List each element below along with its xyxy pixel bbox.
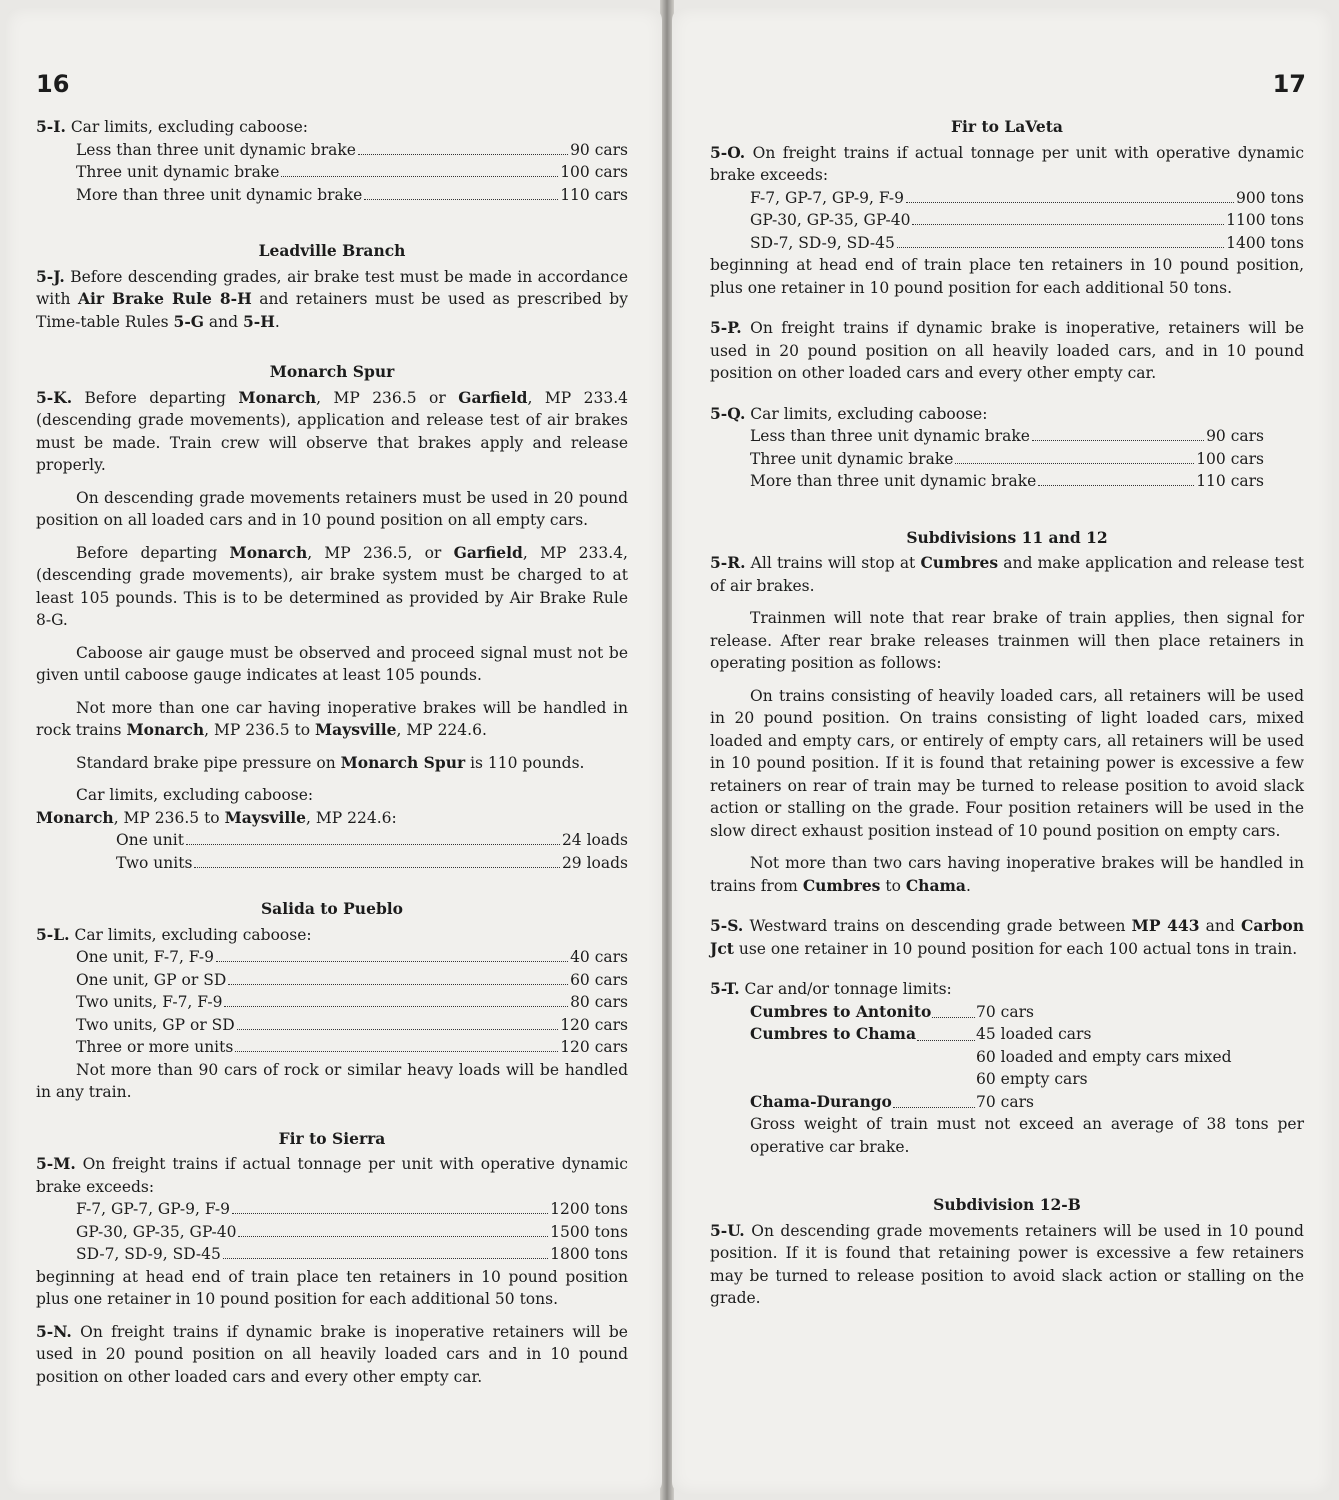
rule-text: Before descending grades, air brake test must be made in accordance with <box>36 267 628 308</box>
place-name: Monarch <box>36 807 114 827</box>
leader-dots <box>917 1023 975 1041</box>
rule-5u <box>710 1220 1304 1310</box>
rule-text: and <box>204 312 243 331</box>
limit-row <box>710 425 1304 448</box>
rule-text: and retainers must be used as prescribed by Time-table Rules <box>36 290 628 331</box>
rule-id: 5-O. <box>710 142 746 162</box>
rule-text: Before departing <box>76 543 230 562</box>
rule-id: 5-J. <box>36 266 65 286</box>
limit-value: 70 cars <box>976 1002 1034 1021</box>
place-name: Monarch <box>238 387 317 407</box>
left-column <box>36 116 628 1398</box>
limit-value: 120 cars <box>560 1038 628 1056</box>
rule-text: Before departing <box>84 388 239 407</box>
limit-label: Less than three unit dynamic brake <box>76 140 356 159</box>
limit-value: 80 cars <box>570 993 628 1011</box>
limit-label: Three unit dynamic brake <box>750 449 954 468</box>
section-heading: Leadville Branch <box>258 241 406 260</box>
limit-row <box>36 184 628 207</box>
limit-label: Two units, F-7, F-9 <box>76 993 223 1011</box>
limit-row <box>710 448 1304 471</box>
rule-text: On freight trains if actual tonnage per unit with operative dynamic brake exceeds: <box>36 1155 628 1196</box>
limit-row <box>750 1001 1304 1024</box>
limit-value: 1400 tons <box>1226 233 1304 252</box>
limit-value: 100 cars <box>1196 449 1264 468</box>
limit-row <box>36 139 628 162</box>
paragraph: beginning at head end of train place ten retainers in 10 pound position, plus one retainer in 10 pound position for each additional 50 tons. <box>710 256 1304 297</box>
rule-text: , MP 236.5 to <box>113 808 225 827</box>
leader-dots <box>893 1091 975 1109</box>
rule-text: and <box>1199 917 1241 935</box>
place-name: Garfield <box>458 387 528 407</box>
rule-5o <box>710 142 1304 187</box>
rule-text: On freight trains if dynamic brake is inoperative, retainers will be used in 20 pound position on all heavily loaded cars, and in 10 pound position on other loaded cars and every other empty car. <box>710 319 1304 382</box>
place-name: Maysville <box>315 720 397 739</box>
rule-id: 5-I. <box>36 117 66 136</box>
place-name: Cumbres <box>802 875 881 895</box>
paragraph <box>36 752 628 775</box>
paragraph: On trains consisting of heavily loaded cars, all retainers will be used in 20 pound position. On trains consisting of light loaded cars, mixed loaded and empty cars, or entirely of empty cars, all retainers will be used in 10 pound position. If it is found that retaining power is excessive a few retainers on rear of train may be turned to release position to avoid slack action or stalling on the grade. Four position retainers will be used in the slow direct exhaust position instead of 10 pound position on empty cars. <box>710 686 1304 840</box>
rule-5i <box>36 116 628 139</box>
place-name: Chama <box>905 875 966 895</box>
limit-row <box>36 1243 628 1266</box>
rule-text: , MP 233.4 (descending grade movements), application and release test of air brakes must be made. Train crew will observe that brakes apply and release properly. <box>36 388 628 474</box>
leader-dots <box>1038 485 1194 486</box>
rule-5t <box>710 978 1304 1001</box>
paragraph: Not more than 90 cars of rock or similar heavy loads will be handled in any train. <box>36 1060 628 1101</box>
rule-text: Not more than one car having inoperative brakes will be handled in rock trains <box>36 698 628 739</box>
limit-label: SD-7, SD-9, SD-45 <box>750 233 895 252</box>
limit-row <box>36 852 628 875</box>
leader-dots <box>906 202 1234 203</box>
limit-label: More than three unit dynamic brake <box>750 472 1037 490</box>
paragraph: Trainmen will note that rear brake of train applies, then signal for release. After rear brake releases trainmen will then place retainers in operating position as follows: <box>710 609 1304 672</box>
limit-row <box>710 232 1304 255</box>
limit-value: 1500 tons <box>550 1222 628 1241</box>
place-name: Monarch <box>229 542 308 562</box>
leader-dots <box>223 1258 548 1259</box>
limit-label: GP-30, GP-35, GP-40 <box>76 1222 237 1241</box>
limit-value: 90 cars <box>570 140 628 159</box>
leader-dots <box>232 1213 548 1214</box>
rule-text: is 110 pounds. <box>465 753 585 772</box>
limit-row <box>750 1023 1304 1046</box>
limit-label: Two units, GP or SD <box>76 1015 235 1034</box>
place-name: Garfield <box>453 542 523 562</box>
section-heading: Subdivisions 11 and 12 <box>906 527 1108 547</box>
rule-ref: 5-H <box>243 311 275 331</box>
limit-value: 900 tons <box>1235 188 1304 207</box>
limit-value: 100 cars <box>560 163 628 181</box>
place-name: Monarch Spur <box>340 752 466 772</box>
rule-id: 5-U. <box>710 1220 745 1240</box>
limit-value: 60 loaded and empty cars mixed <box>976 1047 1232 1066</box>
limit-label: Cumbres to Chama <box>750 1024 916 1043</box>
limit-label: SD-7, SD-9, SD-45 <box>76 1245 221 1263</box>
right-column <box>710 116 1304 1320</box>
rule-id: 5-P. <box>710 318 742 337</box>
limit-label: One unit, GP or SD <box>76 970 227 989</box>
section-heading: Monarch Spur <box>269 362 395 381</box>
leader-dots <box>897 247 1224 248</box>
left-page <box>6 8 662 1494</box>
rule-text: , MP 236.5 or <box>316 388 459 407</box>
rule-5j <box>36 266 628 334</box>
section-heading: Fir to Sierra <box>278 1128 386 1148</box>
limit-row <box>710 209 1304 232</box>
section-heading: Salida to Pueblo <box>260 899 404 918</box>
rule-text: On freight trains if actual tonnage per unit with operative dynamic brake exceeds: <box>710 143 1304 184</box>
paragraph <box>36 542 628 632</box>
limit-label: Chama-Durango <box>750 1091 892 1111</box>
limit-value: 1800 tons <box>550 1245 628 1263</box>
leader-dots <box>912 224 1224 225</box>
rule-text: use one retainer in 10 pound position for each 100 actual tons in train. <box>733 939 1298 958</box>
limit-value: 1200 tons <box>550 1200 628 1218</box>
leader-dots <box>238 1236 548 1237</box>
limit-value: 70 cars <box>976 1092 1034 1111</box>
rule-text: . <box>274 312 280 331</box>
place-name: MP 443 <box>1131 916 1200 935</box>
section-heading: Fir to LaVeta <box>951 117 1063 136</box>
limit-value: 1100 tons <box>1226 211 1304 229</box>
rule-5r <box>710 552 1304 597</box>
rule-id: 5-L. <box>36 924 70 944</box>
limit-value: 45 loaded cars <box>976 1025 1092 1043</box>
limit-label: Cumbres to Antonito <box>750 1001 932 1021</box>
limit-value: 60 cars <box>570 970 628 989</box>
rule-id: 5-R. <box>710 553 746 572</box>
limit-value: 110 cars <box>1196 472 1264 490</box>
rule-5n <box>36 1321 628 1389</box>
paragraph <box>710 852 1304 897</box>
limit-value: 24 loads <box>561 831 628 849</box>
rule-text: All trains will stop at <box>750 554 921 572</box>
rule-ref: 5-G <box>173 311 204 331</box>
paragraph: beginning at head end of train place ten retainers in 10 pound position plus one retainer in 10 pound position for each additional 50 tons. <box>36 1267 628 1308</box>
rule-ref: Air Brake Rule 8-H <box>77 289 252 308</box>
limit-row <box>36 1221 628 1244</box>
paragraph: On descending grade movements retainers must be used in 20 pound position on all loaded cars and in 10 pound position on all empty cars. <box>36 488 628 529</box>
leader-dots <box>194 867 560 868</box>
limit-label: Three unit dynamic brake <box>76 163 280 181</box>
leader-dots <box>932 1001 975 1019</box>
rule-text: to <box>880 876 906 895</box>
rule-text: On freight trains if dynamic brake is inoperative retainers will be used in 20 pound position on all heavily loaded cars and in 10 pound position on other loaded cars and every other empty car. <box>36 1322 628 1386</box>
leader-dots <box>237 1029 558 1030</box>
limit-row <box>36 1014 628 1037</box>
rule-text: , MP 224.6. <box>396 721 487 739</box>
place-name: Carbon Jct <box>710 916 1304 958</box>
limit-row <box>36 829 628 852</box>
leader-dots <box>216 961 568 962</box>
limit-label: Two units <box>116 853 193 872</box>
rule-text: On descending grade movements retainers will be used in 10 pound position. If it is found that retaining power is excessive a few retainers may be turned to release position to avoid slack action or stalling on the grade. <box>710 1221 1304 1307</box>
tonnage-limits <box>710 1001 1304 1114</box>
leader-dots <box>235 1051 558 1052</box>
limit-label: One unit, F-7, F-9 <box>76 948 214 966</box>
rule-5k <box>36 387 628 477</box>
rule-5q <box>710 403 1304 426</box>
limit-row <box>36 1036 628 1059</box>
limit-value: 60 empty cars <box>976 1070 1088 1088</box>
leader-dots <box>1032 440 1204 441</box>
rule-5p <box>710 317 1304 385</box>
limit-label: Less than three unit dynamic brake <box>750 427 1030 445</box>
place-name: Monarch <box>126 720 205 739</box>
rule-text: , MP 224.6: <box>306 808 397 827</box>
paragraph: Gross weight of train must not exceed an average of 38 tons per operative car brake. <box>750 1115 1304 1156</box>
rule-id: 5-M. <box>36 1154 76 1173</box>
leader-dots <box>224 1006 568 1007</box>
leader-dots <box>364 199 558 200</box>
place-name: Cumbres <box>920 553 999 572</box>
rule-text: Not more than two cars having inoperative brakes will be handled in trains from <box>710 854 1304 895</box>
right-page <box>672 8 1332 1494</box>
limit-row <box>750 1046 1304 1069</box>
limit-value: 120 cars <box>560 1015 628 1034</box>
leader-dots <box>955 463 1194 464</box>
rule-text: Standard brake pipe pressure on <box>76 753 341 772</box>
rule-text: , MP 236.5, or <box>307 543 454 562</box>
limit-value: 29 loads <box>561 853 628 872</box>
limit-label: F-7, GP-7, GP-9, F-9 <box>750 188 905 207</box>
rule-text: , MP 233.4, (descending grade movements), air brake system must be charged to at least 105 pounds. This is to be determined as provided by Air Brake Rule 8-G. <box>36 543 628 629</box>
leader-dots <box>186 844 560 845</box>
limit-row <box>36 991 628 1014</box>
limit-value: 90 cars <box>1206 427 1264 445</box>
leader-dots <box>281 176 558 177</box>
rule-id: 5-N. <box>36 1321 72 1341</box>
rule-id: 5-K. <box>36 387 73 407</box>
limit-label: F-7, GP-7, GP-9, F-9 <box>76 1200 231 1218</box>
limit-row <box>36 969 628 992</box>
place-name: Maysville <box>224 807 307 827</box>
rule-text: and make application and release test of air brakes. <box>710 554 1304 595</box>
rule-5m <box>36 1153 628 1198</box>
limit-value: 40 cars <box>570 948 628 966</box>
paragraph: Caboose air gauge must be observed and proceed signal must not be given until caboose gauge indicates at least 105 pounds. <box>36 643 628 684</box>
limit-row <box>710 187 1304 210</box>
limit-row <box>710 470 1304 493</box>
limit-row <box>36 161 628 184</box>
rule-id: 5-Q. <box>710 403 746 423</box>
limit-row <box>36 1198 628 1221</box>
rule-text: Westward trains on descending grade between <box>749 917 1132 935</box>
rule-text: Car limits, excluding caboose: <box>750 404 988 423</box>
section-heading: Subdivision 12-B <box>933 1195 1081 1214</box>
rule-id: 5-S. <box>710 916 744 935</box>
paragraph: Car limits, excluding caboose: <box>76 786 314 804</box>
rule-id: 5-T. <box>710 979 740 998</box>
leader-dots <box>358 154 568 155</box>
rule-5s <box>710 915 1304 960</box>
limit-value: 110 cars <box>560 185 628 204</box>
rule-5l <box>36 924 628 947</box>
limit-row <box>750 1068 1304 1091</box>
limit-label: One unit <box>116 831 184 849</box>
paragraph <box>36 807 628 830</box>
rule-text: Car limits, excluding caboose: <box>74 925 312 944</box>
rule-text: . <box>965 876 971 895</box>
rule-text: Car limits, excluding caboose: <box>70 118 308 136</box>
limit-label: GP-30, GP-35, GP-40 <box>750 211 911 229</box>
limit-row <box>36 946 628 969</box>
leader-dots <box>228 984 568 985</box>
limit-label: Three or more units <box>76 1038 234 1056</box>
limit-label: More than three unit dynamic brake <box>76 185 363 204</box>
page-number-right: 17 <box>1272 70 1306 98</box>
page-number-left: 16 <box>36 70 70 98</box>
rule-text: , MP 236.5 to <box>204 721 316 739</box>
limit-row <box>750 1091 1304 1114</box>
paragraph <box>36 697 628 742</box>
rule-text: Car and/or tonnage limits: <box>744 980 952 998</box>
